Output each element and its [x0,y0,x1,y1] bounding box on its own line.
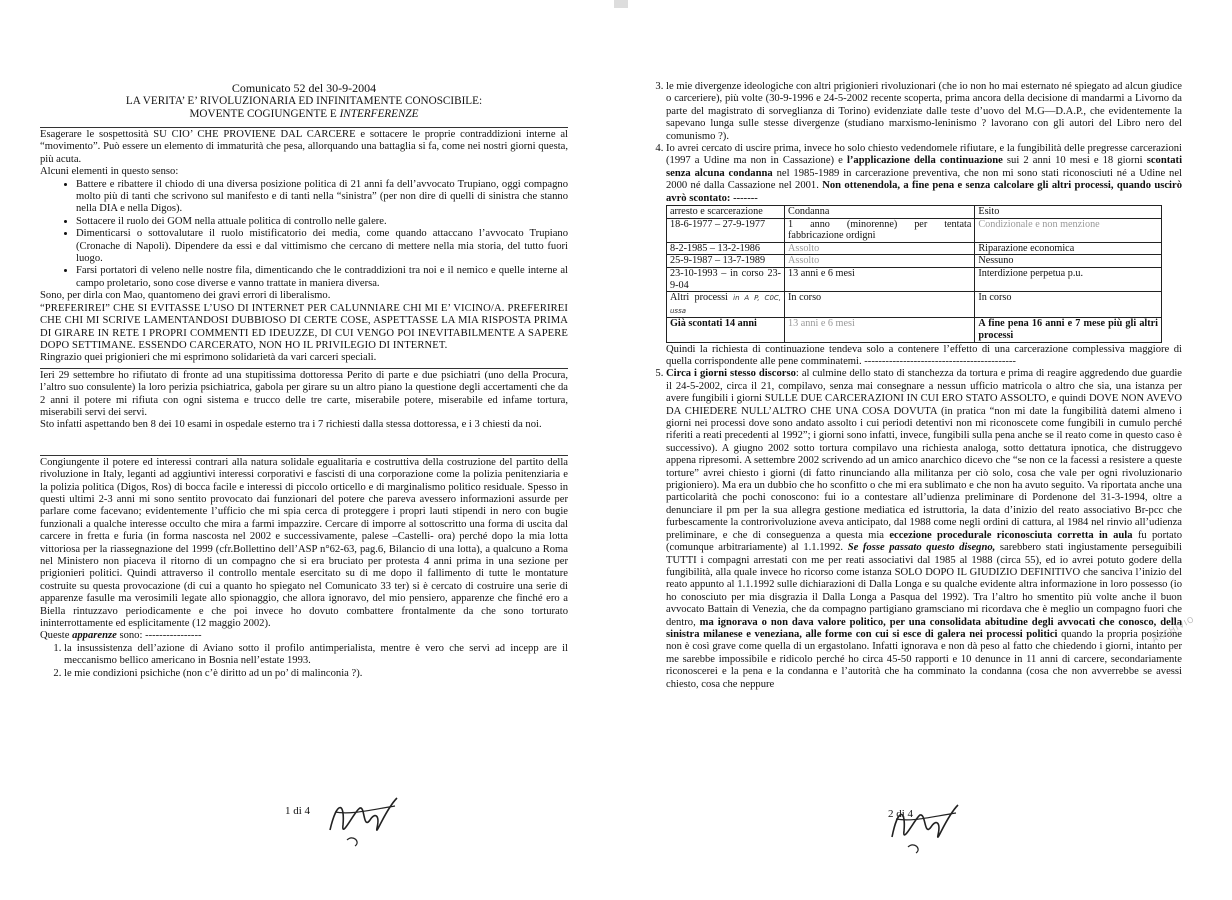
psychiatric-paragraph: Ieri 29 settembre ho rifiutato di fronte ad una stupitissima dottoressa Perito di parte e due psichiatri (uno della Procura, l’altro suo consulente) la loro perizia psichiatrica, gabola per girare su un altro piano la questione degli accertamenti che da 2 anni il potere mi rifiuta con ogni sistema e trucco delle tre carte, miserabile potere, miserabile ed infame tortura, miserabili servi dei servi. [40,369,568,418]
faded-stamp: ARCHIVIO [1150,614,1197,645]
intro-lead: Alcuni elementi in questo senso: [40,166,179,178]
page-number: 1 di 4 [285,805,311,817]
table-cell: Condizionale e non menzione [975,218,1162,242]
table-cell: 13 anni e 6 mesi [785,318,975,342]
table-cell: Assolto [785,242,975,255]
table-cell: In corso [975,292,1162,318]
page-one-content [40,82,568,680]
bullet-list [40,179,568,291]
table-cell: Interdizione perpetua p.u. [975,268,1162,292]
table-row [667,218,1162,242]
table-row [667,242,1162,255]
handwritten-note: in A P, C0C, ussa [670,294,782,315]
numbered-item-5: 5. Circa i giorni stesso discorso: al culmine dello stato di stanchezza da tortura e prima di reagire aggredendo due guardie il 24-5-2002, circa il 21, compilavo, senza mai consegnare a nessun ufficio matricola o altro che sia, una istanza per avere fungibili i giorni SULLE DUE CARCERAZIONI IN CUI ERO STATO ASSOLTO, e quindi DOVE NON AVEVO DA CHIEDERE NULL’ALTRO CHE UNA COSA DOVUTA (in pratica “non mi date la fungibilità datemi almeno i giorni nei processi dove sono andato assolto i cui periodi detentivi non mi riconoscete come fungibili in cumulo perché riferiti a reati precedenti al 1992”; i giorni sono infatti, invece, fungibili sulla pena anche se il reato come in questo caso è successivo). A giugno 2002 sotto tortura compilavo una richiesta analoga, sotto dettatura ipnotica, che distruggevo appena ripresomi. A settembre 2002 scrivendo ad un amico anarchico dicevo che “se non ce la facessi a resistere a queste torture” avrei chiesto i giorni (di fatto rinunciando alla militanza per ciò solo, cosa che vale per ogni rivoluzionario prigioniero). Ma era un dubbio che ho sconfitto o che mi era sublimato e che non ha avuto seguito. Va riportata anche una particolarità che pochi conoscono: fui io a contestare all’udienza preliminare di Pordenone del 31-3-1994, oltre a denunciare il pm per la sua allegra gestione mediatica ed istruttoria, la data d’inizio del reato associativo Br-pcc che furbescamente la controrivoluzione aveva anticipato, dal 1988 come negli ordini di cattura, al 1984 nel rinvio all’udienza preliminare, e che di conseguenza a questa mia eccezione procedurale riconosciuta corretta in aula fu portato (comunque arbitrariamente) al 1.1.1992. Se fosse passato questo disegno, sarebbero stati ingiustamente perseguibili TUTTI i compagni arrestati con me per reati associativi dal 1985 al 1988 (circa 55), ed io avrei potuto godere della fungibilità, alla quale invece ho ricorso come istanza SOLO DOPO IL GIUDIZIO DEFINITIVO che sancìva l’inizio del reato appunto al 1.1.1992 sulle dichiarazioni di Dalla Longa e su qualche evidente altra informazione in loro possesso (io ho conosciuto per mia disgrazia il Dalla Longa a Pasqua del 1992). Tra l’altro ho smentito più volte anche il buon avvocato Battain di Venezia, che da compagno partigiano gramsciano mi ricordava che è meglio un compagno fuori che dentro, ma ignorava o non dava valore politico, per una consolidata abitudine degli avvocati che conosco, della sinistra milanese e veneziana, alle forme con cui si esce di galera nei processi politici quando la propria posizione non è così grave come quella di un ergastolano. Infatti ignorava e non dà peso al fatto che chiedendo i giorni, intanto per me sarebbe impossibile e ridicolo perché ho circa 45-50 rapporti e 10 denunce in 11 anni di carcere, secondariamente riconoscerei e la pena e la condanna e l’autorità che ha comminato la condanna (cosa che non avverrebbe se avessi chiesto, cosa che neppure [666,368,1182,691]
bullet-item: • Sottacere il ruolo dei GOM nella attuale politica di controllo nelle galere. [76,216,568,228]
table-header: arresto e scarcerazione [667,206,785,219]
page-two-content [642,81,1182,691]
table-cell: 8-2-1985 – 13-2-1986 [667,242,785,255]
table-cell: Assolto [785,255,975,268]
numbered-item-3: 3. le mie divergenze ideologiche con altri prigionieri rivoluzionari (che io non ho mai esternato né spiegato ad alcun giudice o carceriere), più volte (30-9-1996 e 24-5-2002 recente scoperta, prima ancora della decisione di mandarmi a Livorno da parte del magistrato di sorveglianza di Torino) evidenziate dalle teste d’uovo del M.G—D.A.P., che evidentemente la sapevano lunga sulle stesse divergenze (studiano marxismo-leninismo ? lavorano con gli autori del Libro nero del comunismo ?). [666,81,1182,143]
table-header: Condanna [785,206,975,219]
bullet-item: • Dimenticarsi o sottovalutare il ruolo mistificatorio dei media, come quando attaccano l’avvocato Trupiano (Cronache di Napoli). Dipendere da essi e dal vittimismo che cercano di mettere nella mia storia, del tutto fuori luogo. [76,228,568,265]
table-row-total [667,318,1162,342]
table-cell: In corso [785,292,975,318]
numbered-list [40,643,568,680]
intro-paragraph: Esagerare le sospettosità SU CIO’ CHE PROVIENE DAL CARCERE e sottacere le proprie contraddizioni interne al “movimento”. Può essere un elemento di immaturità che pesa, allorquando una battaglia si fa, come nei nostri giorni questa, più acuta. [40,129,568,165]
document-subtitle: LA VERITA’ E’ RIVOLUZIONARIA ED INFINITAMENTE CONOSCIBILE: [125,95,483,107]
table-cell: Nessuno [975,255,1162,268]
handwritten-signature [884,795,964,855]
caps-paragraph: “PREFERIREI” CHE SI EVITASSE L’USO DI INTERNET PER CALUNNIARE CHI MI E’ VICINO/A. PREFERIREI CHE CHI MI SCRIVE LAMENTANDOSI DUBBIOSO DI CERTE COSE, ASPETTASSE LA MIA RISPOSTA PRIMA DI GIRARE IN RETE I PROPRI COMMENTI ED IDEUZZE, DI CUI VENGO POI INEVITABILMENTE A SAPERE DOPO SETTIMANE. ESSENDO CARCERATO, NON HO IL PRIVILEGIO DI INTERNET. [40,302,568,351]
numbered-item: 1. la insussistenza dell’azione di Aviano sotto il profilo antimperialista, mentre è vero che servì ad incepp are il meccanismo bellico americano in Bosnia nell’estate 1993. [64,643,568,668]
continued-numbered-list [642,81,1182,691]
table-cell: Già scontati 14 anni [667,318,785,342]
table-cell: 13 anni e 6 mesi [785,268,975,292]
handwritten-signature [325,790,405,850]
numbered-item: 2. le mie condizioni psichiche (non c’è diritto ad un po’ di malinconia ?). [64,668,568,680]
table-cell: A fine pena 16 anni e 7 mese più gli altri processi [975,318,1162,342]
table-row [667,255,1162,268]
table-row [667,292,1162,318]
table-cell: 23-10-1993 – in corso 23-9-04 [667,268,785,292]
bullet-item: • Battere e ribattere il chiodo di una diversa posizione politica di 21 anni fa dell’avvocato Trupiano, oggi compagno molto più di tanti che scrivono sul manifesto e di tanti nella “sinistra” (per non dire di quelli di sinistra che stanno nella DIA e nella Digos). [76,179,568,216]
table-row [667,268,1162,292]
exams-paragraph: Sto infatti aspettando ben 8 dei 10 esami in ospedale esterno tra i 7 richiesti dalla stessa dottoressa, e i 3 chiesti da noi. [40,419,542,431]
table-cell: 25-9-1987 – 13-7-1989 [667,255,785,268]
scan-artifact [610,0,632,14]
table-cell: Altri processi in A P, C0C, ussa [667,292,785,318]
bullet-item: • Farsi portatori di veleno nelle nostre fila, dimenticando che le contraddizioni tra noi e il nemico e quelle interne al campo proletario, sono cose diverse e vanno trattate in maniera diversa. [76,265,568,290]
table-cell: Riparazione economica [975,242,1162,255]
document-title: Comunicato 52 del 30-9-2004 [231,81,377,95]
incarceration-table [666,205,1162,343]
apparenze-lead: Queste apparenze sono: ---------------- [40,630,202,642]
thanks-line: Ringrazio quei prigionieri che mi esprimono solidarietà da vari carceri speciali. [40,352,377,364]
mao-quote: Sono, per dirla con Mao, quantomeno dei gravi errori di liberalismo. [40,290,331,302]
document-subtitle-2: MOVENTE COGIUNGENTE E INTERFERENZE [189,108,419,120]
after-table-text: Quindi la richiesta di continuazione tendeva solo a contenere l’effetto di una carcerazione complessiva maggiore di quella corrispondente alle pene comminatemi. ------------------------------------------- [666,343,1182,367]
title-block [40,82,568,121]
numbered-item-4: 4. Io avrei cercato di uscire prima, invece ho solo chiesto vedendomele rifiutare, e la fungibilità delle pregresse carcerazioni (1997 a Udine ma non in Cassazione) e l’applicazione della continuazione sui 2 anni 10 mesi e 18 giorni scontati senza alcuna condanna nel 1985-1989 in carcerazione preventiva, che non mi sono stati riconosciuti né a Udine nel 2000 né dalla Cassazione nel 2001. Non ottenendola, a fine pena e senza calcolare gli altri processi, quando uscirò avrò scontato: ------- arresto e scarcerazione Condanna Esito 18-6-1977 – 27-9-1977 1 anno (minorenne) per tentata fabbricazione ordigni Condizionale e non menzione 8-2-1985 – 13-2-1986 Assolto Riparazione economica 25-9-1987 – 13-7-1989 Assolto Nessuno 23-10-1993 – in corso 23-9-04 13 anni e 6 mesi Interdizione perpetua p.u. Altri processi in A P, C0C, ussa In corso In corso Già scontati 14 anni 13 anni e 6 mesi A fine pena 16 anni e 7 mese più gli altri processi Quindi la richiesta di continuazione tendeva solo a contenere l’effetto di una carcerazione complessiva maggiore di quella corrispondente alle pene comminatemi. ------------------------------------------- [666,143,1182,368]
table-cell: 1 anno (minorenne) per tentata fabbricazione ordigni [785,218,975,242]
main-paragraph: Congiungente il potere ed interessi contrari alla natura solidale egualitaria e costruttiva della costruzione del partito della rivoluzione in Italy, leganti ad aggiuntivi interessi corporativi e fascisti di una corporazione come la polizia penitenziaria e la polizia politica (Digos, Ros) di bocca facile e interessi di piccolo orticello e di marginalismo politico residuale. Spesso in questi ultimi 2-3 anni mi sono sentito provocato dai funzionari del potere che pareva avessero informazioni assurde per parlare come facevano; evidentemente l’ufficio che mi spia cerca di proteggere i propri lauti stipendi in nero con bugie funzionali a qualche interesse occulto che mira a farmi impazzire. Cercare di imporre al sottoscritto una forma di uscita dal carcere in fretta e furia (in forma nascosta nel 2002 e successivamente, palese –Castelli- ora) perché dopo la mia lotta vittoriosa per la riassegnazione del 1999 (cfr.Bollettino dell’ASP n°62-63, pag.6, Bilancio di una lotta), a qualcuno a Roma nel Ministero non piaceva il ritorno di un compagno che si era bruciato per protesta 4 anni prima in una sezione per prigionieri politici. Quindi attraverso il controllo mentale esercitato su di me dopo il fallimento di tutte le montature costruite su questa provocazione (di cui a quanto ho spiegato nel Comunicato 33 ter) si è cercato di costruire una serie di apparenze fasulle ma verosimili legate allo spionaggio, che allora ignoravo, del mio pensiero, apparenze che finché ero a Biella rintuzzavo periodicamente e che poi invece ho dovuto combattere frontalmente da che sono torturato ininterrottamente ed esplicitamente (12 maggio 2002). [40,456,568,630]
table-cell: 18-6-1977 – 27-9-1977 [667,218,785,242]
table-header-row [667,206,1162,219]
page-number: 2 di 4 [888,808,914,820]
table-header: Esito [975,206,1162,219]
page-two [616,0,1232,900]
